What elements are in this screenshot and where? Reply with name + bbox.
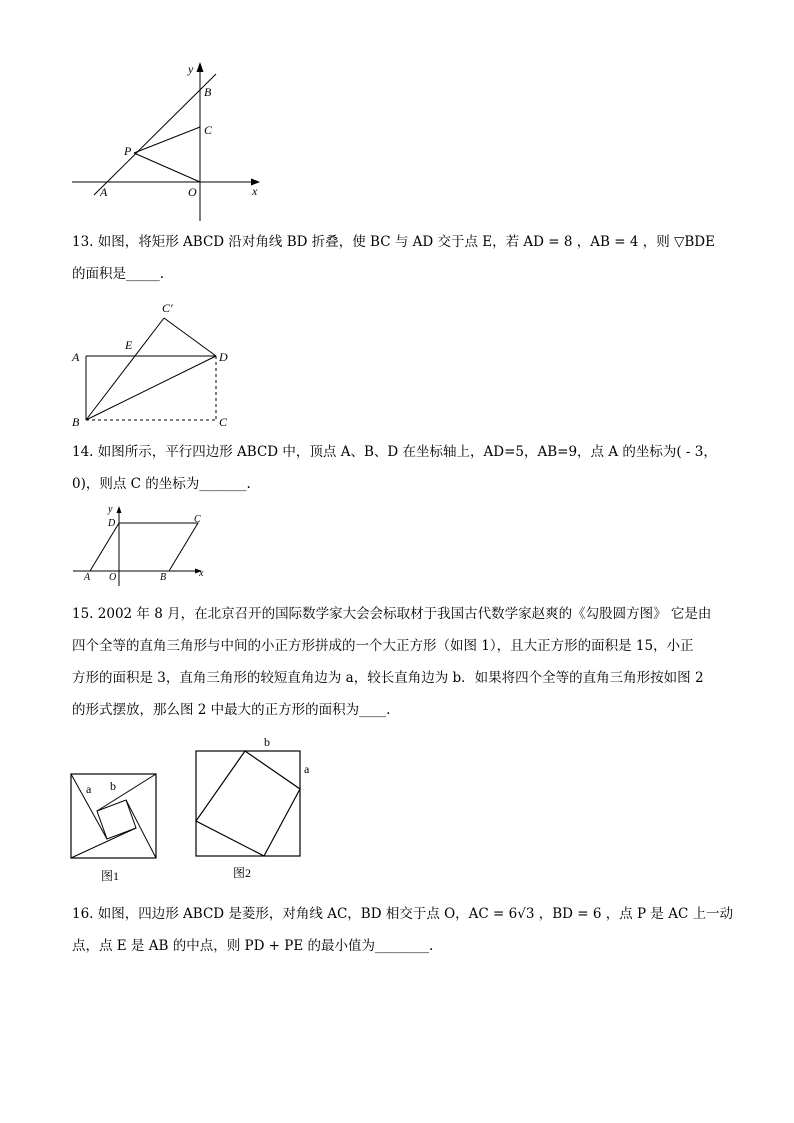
question-16-line-2: 点，点 E 是 AB 的中点，则 PD + PE 的最小值为________. [72,938,434,954]
question-13 [72,226,722,290]
label-B: B [72,415,80,429]
y-axis-arrow-icon [117,506,122,513]
figure-q13 [68,296,248,436]
question-15-line-1: 15. 2002 年 8 月，在北京召开的国际数学家大会会标取材于我国古代数学家赵爽的《勾股圆方图》 它是由 [72,606,712,622]
triangle-edge-3 [126,800,156,858]
figure-q15-1 [66,766,166,886]
label-x: x [252,184,258,198]
figure-q15-2 [190,732,325,884]
figure-q14 [70,500,210,590]
question-15 [72,598,722,726]
label-a: a [304,762,310,776]
question-14-line-2: 0)，则点 C 的坐标为_______. [72,476,251,492]
parallelogram-ABCD [90,523,198,571]
line-AB [94,74,216,195]
label-D: D [219,350,228,364]
label-C-prime: C′ [162,301,173,315]
label-y: y [108,504,113,515]
diagonal-BD [86,356,216,420]
label-P: P [124,144,132,158]
segment-C-prime-D [164,318,216,356]
outer-square [196,751,300,856]
label-x: x [199,568,204,579]
label-O: O [188,185,197,199]
label-C: C [219,415,228,429]
label-B: B [160,572,167,583]
label-y: y [188,62,194,76]
label-a: a [86,782,92,796]
label-b: b [110,779,116,793]
tilted-square [196,751,300,856]
label-C: C [194,514,201,525]
question-14 [72,436,722,500]
question-15-line-2: 四个全等的直角三角形与中间的小正方形拼成的一个大正方形（如图 1），且大正方形的面积是 15，小正 [72,638,694,654]
label-E: E [125,338,133,352]
figure-q12 [60,55,280,230]
triangle-edge-2 [97,774,156,811]
question-15-line-4: 的形式摆放，那么图 2 中最大的正方形的面积为____. [72,702,391,718]
label-A: A [72,350,80,364]
label-O: O [109,572,117,583]
question-15-line-3: 方形的面积是 3，直角三角形的较短直角边为 a，较长直角边为 b．如果将四个全等的直角三角形按如图 2 [72,670,704,686]
label-C: C [204,123,213,137]
y-axis-arrow-icon [197,62,204,72]
label-A: A [100,185,108,199]
question-16 [72,898,734,962]
question-14-line-1: 14. 如图所示，平行四边形 ABCD 中，顶点 A、B、D 在坐标轴上，AD=5，AB=9，点 A 的坐标为( - 3， [72,444,717,460]
segment-PC [134,127,200,153]
label-b: b [264,735,270,749]
label-D: D [108,518,116,529]
caption-fig1: 图1 [101,869,120,883]
question-13-line-2: 的面积是_____. [72,266,165,282]
question-16-line-1: 16. 如图，四边形 ABCD 是菱形，对角线 AC，BD 相交于点 O，AC = 6√3 ，BD = 6 ，点 P 是 AC 上一动 [72,906,734,922]
segment-PO [134,153,200,182]
label-A: A [84,572,91,583]
caption-fig2: 图2 [233,866,252,880]
question-13-line-1: 13. 如图，将矩形 ABCD 沿对角线 BD 折叠，使 BC 与 AD 交于点 E，若 AD = 8 ，AB = 4 ，则 ▽BDE [72,234,715,250]
label-B: B [204,85,212,99]
segment-BC-prime [86,318,164,420]
inner-square [97,800,136,839]
